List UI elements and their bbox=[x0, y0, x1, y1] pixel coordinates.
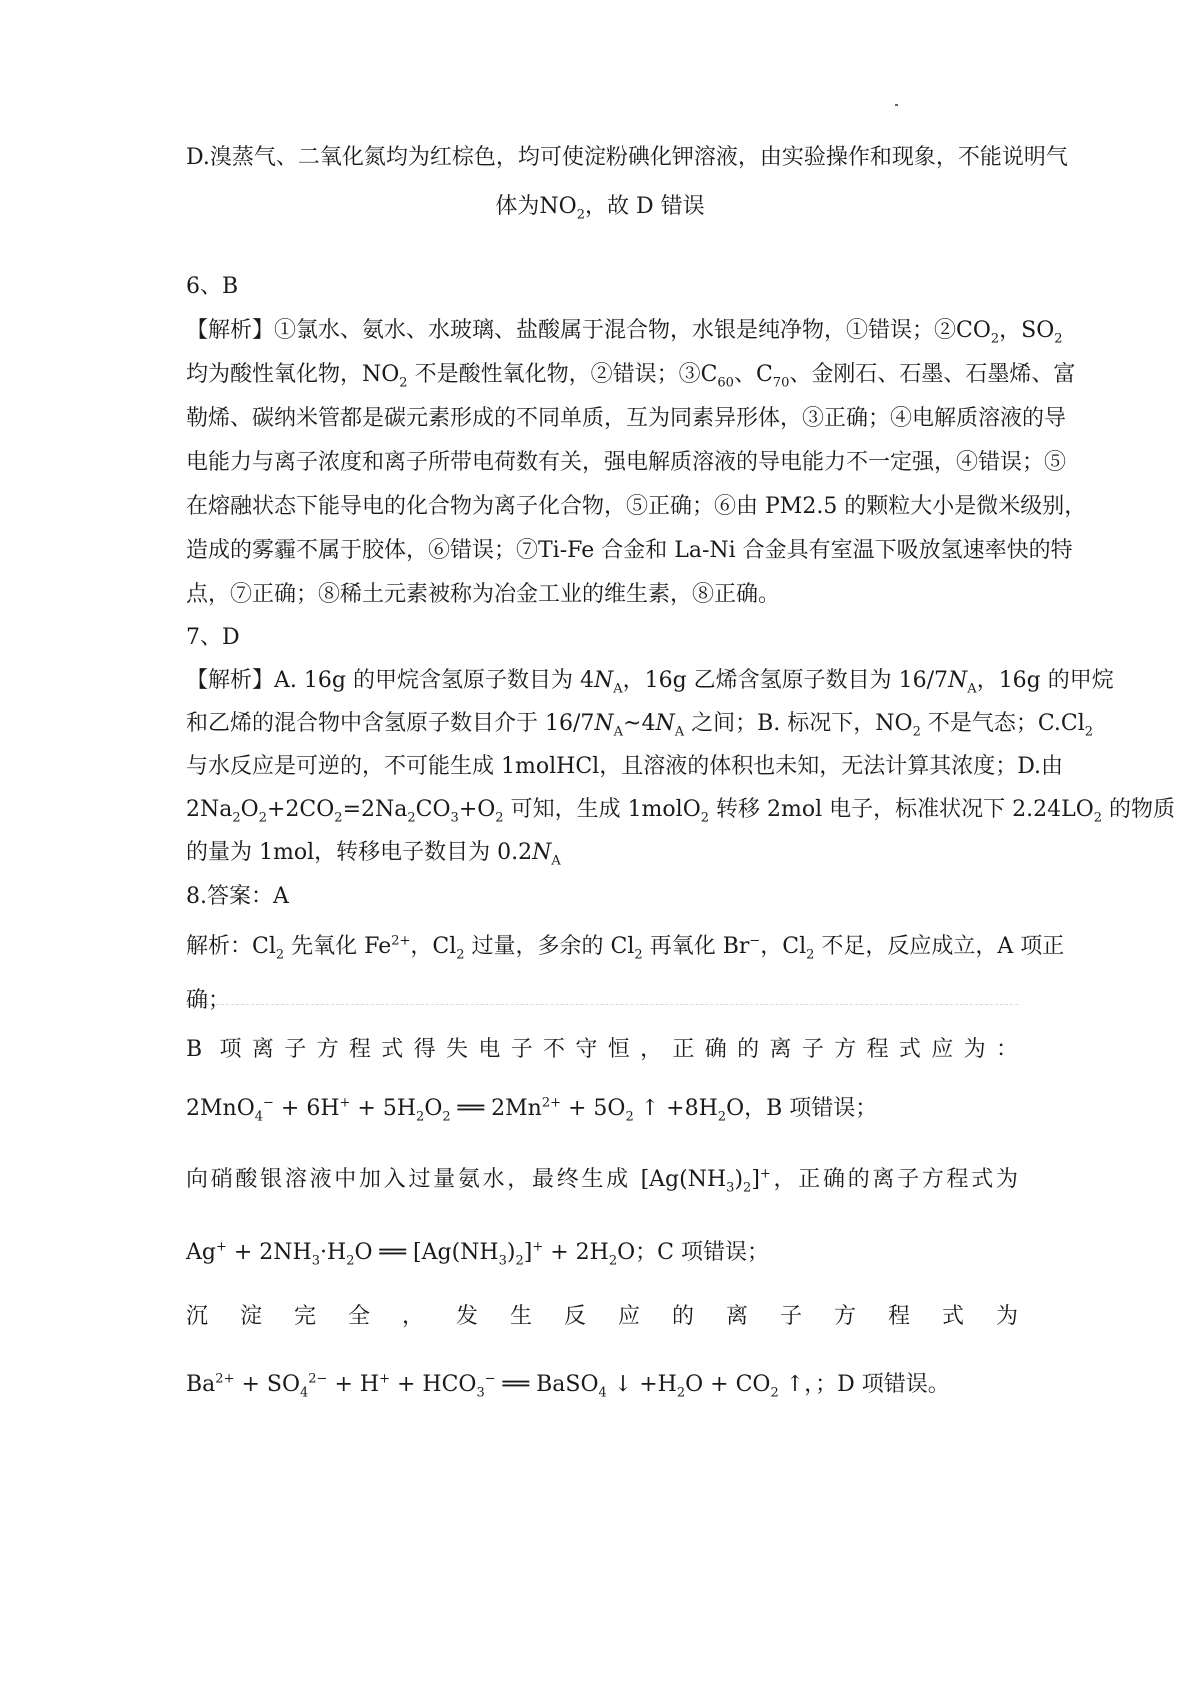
subscript: 2 bbox=[717, 1109, 727, 1125]
text-segment: 再氧化 Br bbox=[642, 934, 750, 959]
text-segment: ↑ +8H bbox=[633, 1096, 718, 1121]
subscript: A bbox=[613, 724, 624, 740]
text-segment: ~4 bbox=[623, 711, 656, 736]
superscript: + bbox=[339, 1095, 351, 1111]
superscript: − bbox=[749, 933, 761, 949]
subscript: 2 bbox=[676, 1385, 686, 1401]
text-line bbox=[0, 192, 1200, 222]
text-segment: 在熔融状态下能导电的化合物为离子化合物，⑤正确；⑥由 PM2.5 的颗粒大小是微米级别， bbox=[186, 494, 1087, 519]
text-segment: 的物质 bbox=[1102, 797, 1176, 822]
text-line bbox=[186, 1035, 1018, 1065]
superscript: + bbox=[215, 1239, 227, 1255]
text-segment: ↑，；D 项错误。 bbox=[778, 1372, 950, 1397]
superscript: 2+ bbox=[541, 1095, 561, 1111]
subscript: 2 bbox=[1093, 810, 1103, 826]
subscript: A bbox=[674, 724, 685, 740]
subscript: 2 bbox=[743, 1180, 752, 1196]
divider bbox=[186, 1004, 1018, 1005]
subscript: 3 bbox=[726, 1180, 735, 1196]
subscript: 2 bbox=[1084, 724, 1094, 740]
text-segment: N bbox=[594, 711, 614, 736]
text-segment: ，正确的离子方程式为 bbox=[770, 1167, 1018, 1192]
text-segment: ══ 2Mn bbox=[450, 1096, 542, 1121]
text-segment: + SO bbox=[234, 1372, 300, 1397]
text-segment: ，16g 的甲烷 bbox=[976, 668, 1114, 693]
subscript: 60 bbox=[717, 375, 734, 391]
subscript: 2 bbox=[399, 375, 408, 391]
text-segment: O，B 项错误； bbox=[726, 1096, 878, 1121]
subscript: 4 bbox=[254, 1109, 264, 1125]
subscript: 70 bbox=[772, 375, 790, 391]
text-segment: 不是气态；C.Cl bbox=[920, 711, 1085, 736]
text-line bbox=[186, 536, 1073, 566]
subscript: 2 bbox=[576, 207, 585, 223]
text-line bbox=[186, 143, 1068, 173]
subscript: 3 bbox=[450, 810, 459, 826]
subscript: 2 bbox=[275, 947, 285, 963]
text-segment: 的量为 1mol，转移电子数目为 0.2 bbox=[186, 840, 533, 865]
subscript: 2 bbox=[258, 810, 267, 826]
subscript: 2 bbox=[608, 1253, 618, 1269]
subscript: A bbox=[551, 853, 561, 869]
text-segment: O ══ [Ag(NH bbox=[354, 1240, 499, 1265]
text-segment: N bbox=[655, 711, 675, 736]
text-segment: 【解析】①氯水、氨水、水玻璃、盐酸属于混合物，水银是纯净物，①错误；②CO bbox=[186, 318, 991, 343]
subscript: A bbox=[613, 681, 623, 697]
text-segment: 均为酸性氧化物，NO bbox=[186, 362, 400, 387]
text-segment: O bbox=[424, 1096, 443, 1121]
text-line bbox=[186, 1302, 1018, 1332]
subscript: 2 bbox=[625, 1109, 634, 1125]
text-segment: 、C bbox=[733, 362, 773, 387]
subscript: 2 bbox=[334, 810, 343, 826]
text-segment: 沉淀完全，发生反应的离子方程式为 bbox=[186, 1304, 1018, 1329]
superscript: 2+ bbox=[391, 933, 411, 949]
text-segment: 体为NO bbox=[495, 194, 577, 219]
subscript: 2 bbox=[806, 947, 815, 963]
text-segment: 、金刚石、石墨、石墨烯、富 bbox=[789, 362, 1076, 387]
text-segment: + H bbox=[327, 1372, 380, 1397]
text-segment: Ag bbox=[186, 1240, 216, 1265]
text-line bbox=[186, 492, 1087, 522]
answer-heading bbox=[186, 623, 240, 653]
text-segment: + 2NH bbox=[226, 1240, 312, 1265]
text-segment: 与水反应是可逆的，不可能生成 1molHCl，且溶液的体积也未知，无法计算其浓度；D.由 bbox=[186, 754, 1064, 779]
text-segment: O；C 项错误； bbox=[617, 1240, 770, 1265]
subscript: 3 bbox=[476, 1385, 485, 1401]
text-segment: N bbox=[532, 840, 552, 865]
text-segment: N bbox=[593, 668, 614, 693]
text-segment: ·H bbox=[320, 1240, 347, 1265]
text-segment: =2Na bbox=[342, 797, 408, 822]
text-line bbox=[186, 932, 1065, 963]
text-line bbox=[186, 986, 230, 1016]
scan-speck bbox=[895, 104, 898, 106]
text-segment: 点，⑦正确；⑧稀土元素被称为冶金工业的维生素，⑧正确。 bbox=[186, 582, 781, 607]
text-segment: N bbox=[948, 668, 968, 693]
text-segment: ↓ +H bbox=[606, 1372, 677, 1397]
text-segment: ] bbox=[523, 1240, 533, 1265]
text-segment: +O bbox=[458, 797, 496, 822]
text-segment: B 项离子方程式得失电子不守恒，正确的离子方程式应为： bbox=[186, 1037, 1018, 1062]
text-segment: 7、D bbox=[186, 625, 240, 650]
text-segment: Ba bbox=[186, 1372, 216, 1397]
text-segment: 解析：Cl bbox=[186, 934, 276, 959]
text-segment: ，Cl bbox=[410, 934, 457, 959]
text-segment: 勒烯、碳纳米管都是碳元素形成的不同单质，互为同素异形体，③正确；④电解质溶液的导 bbox=[186, 406, 1067, 431]
subscript: 2 bbox=[770, 1385, 779, 1401]
text-segment: +2CO bbox=[266, 797, 335, 822]
text-segment: 之间；B. 标况下，NO bbox=[684, 711, 913, 736]
text-segment: ══ BaSO bbox=[495, 1372, 599, 1397]
text-segment: ，Cl bbox=[760, 934, 807, 959]
equation-line bbox=[186, 1094, 877, 1124]
text-segment: ，故 D 错误 bbox=[584, 194, 705, 219]
text-line bbox=[186, 838, 561, 868]
superscript: + bbox=[759, 1166, 771, 1182]
superscript: + bbox=[532, 1239, 544, 1255]
subscript: 2 bbox=[990, 331, 1000, 347]
subscript: 3 bbox=[311, 1253, 321, 1269]
text-segment: 和乙烯的混合物中含氢原子数目介于 16/7 bbox=[186, 711, 595, 736]
text-line bbox=[186, 448, 1067, 478]
text-segment: ) bbox=[734, 1167, 744, 1192]
text-line bbox=[186, 316, 1063, 347]
text-segment: 不是酸性氧化物，②错误；③C bbox=[407, 362, 718, 387]
subscript: 2 bbox=[515, 1253, 524, 1269]
subscript: 2 bbox=[232, 810, 241, 826]
subscript: 4 bbox=[300, 1385, 309, 1401]
text-segment: ) bbox=[506, 1240, 516, 1265]
text-segment: + 2H bbox=[543, 1240, 609, 1265]
equation-line bbox=[186, 1370, 950, 1400]
text-line bbox=[186, 404, 1067, 434]
text-segment: O bbox=[240, 797, 259, 822]
superscript: + bbox=[379, 1371, 390, 1387]
answer-heading bbox=[186, 272, 238, 302]
text-segment: 可知，生成 1molO bbox=[503, 797, 701, 822]
text-line bbox=[186, 666, 1114, 697]
text-line bbox=[186, 709, 1094, 740]
text-segment: D.溴蒸气、二氧化氮均为红棕色，均可使淀粉碘化钾溶液，由实验操作和现象，不能说明气 bbox=[186, 145, 1068, 170]
superscript: 2+ bbox=[215, 1371, 235, 1387]
subscript: 2 bbox=[407, 810, 416, 826]
text-segment: + 5H bbox=[350, 1096, 417, 1121]
subscript: A bbox=[967, 681, 977, 697]
superscript: 2− bbox=[308, 1371, 328, 1387]
subscript: 2 bbox=[442, 1109, 451, 1125]
subscript: 2 bbox=[346, 1253, 355, 1269]
text-segment: 6、B bbox=[186, 274, 239, 299]
subscript: 4 bbox=[598, 1385, 607, 1401]
subscript: 2 bbox=[1054, 331, 1063, 347]
text-segment: 电能力与离子浓度和离子所带电荷数有关，强电解质溶液的导电能力不一定强，④错误；⑤ bbox=[186, 450, 1067, 475]
subscript: 2 bbox=[912, 724, 921, 740]
subscript: 2 bbox=[456, 947, 465, 963]
text-line bbox=[186, 1165, 1018, 1195]
text-segment: 2Na bbox=[186, 797, 233, 822]
text-segment: ] bbox=[751, 1167, 760, 1192]
text-segment: ，SO bbox=[999, 318, 1055, 343]
text-segment: + HCO bbox=[389, 1372, 477, 1397]
text-segment: + 6H bbox=[273, 1096, 340, 1121]
subscript: 3 bbox=[498, 1253, 507, 1269]
subscript: 2 bbox=[634, 947, 643, 963]
text-segment: 2MnO bbox=[186, 1096, 255, 1121]
text-segment: CO bbox=[415, 797, 451, 822]
superscript: − bbox=[484, 1371, 496, 1387]
equation-line bbox=[186, 1238, 769, 1268]
text-segment: 【解析】A. 16g 的甲烷含氢原子数目为 4 bbox=[186, 668, 594, 693]
text-segment: + 5O bbox=[561, 1096, 626, 1121]
subscript: 2 bbox=[700, 810, 710, 826]
text-segment: 先氧化 Fe bbox=[284, 934, 392, 959]
text-segment: 向硝酸银溶液中加入过量氨水，最终生成 [Ag(NH bbox=[186, 1167, 727, 1192]
text-line bbox=[186, 795, 1176, 826]
text-segment: ，16g 乙烯含氢原子数目为 16/7 bbox=[622, 668, 949, 693]
text-line bbox=[186, 360, 1076, 391]
text-segment: 确； bbox=[186, 988, 231, 1013]
text-segment: 不足，反应成立，A 项正 bbox=[814, 934, 1065, 959]
superscript: − bbox=[263, 1095, 274, 1111]
text-line bbox=[186, 752, 1064, 782]
text-segment: 8.答案：A bbox=[186, 884, 289, 909]
subscript: 2 bbox=[416, 1109, 425, 1125]
answer-heading bbox=[186, 882, 289, 912]
text-line bbox=[186, 580, 780, 610]
text-segment: 转移 2mol 电子，标准状况下 2.24LO bbox=[709, 797, 1094, 822]
text-segment: O + CO bbox=[685, 1372, 771, 1397]
text-segment: 过量，多余的 Cl bbox=[464, 934, 635, 959]
subscript: 2 bbox=[495, 810, 504, 826]
text-segment: 造成的雾霾不属于胶体，⑥错误；⑦Ti-Fe 合金和 La-Ni 合金具有室温下吸放氢速率快的特 bbox=[186, 538, 1073, 563]
